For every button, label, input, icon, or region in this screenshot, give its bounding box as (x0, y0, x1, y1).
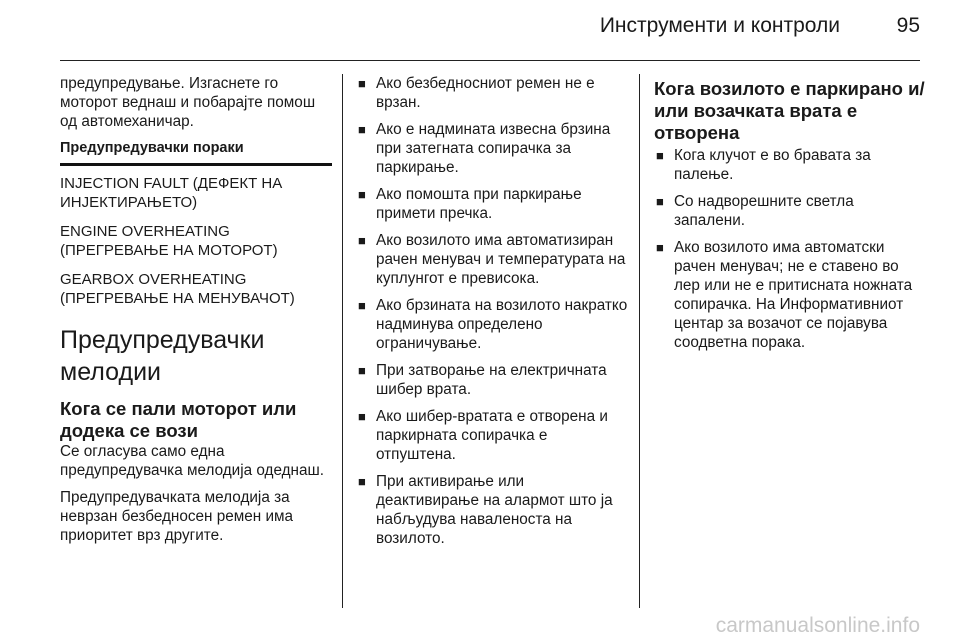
header-rule (60, 60, 920, 61)
bullet-icon: ■ (656, 148, 664, 163)
list-item (356, 472, 628, 548)
bullet-icon: ■ (358, 233, 366, 248)
list-item-text: Ако возилото има автоматски рачен менувач; не е ставено во лер или не е притисната ножната сопирачка. На Информативниот центар за возачот се појавува соодветна порака. (674, 239, 913, 351)
bullet-list (356, 74, 628, 548)
list-item-text: Ако е надмината извесна брзина при затегната сопирачка за паркирање. (376, 121, 611, 176)
bullet-icon: ■ (656, 194, 664, 209)
paragraph: Предупредувачката мелодија за неврзан безбедносен ремен има приоритет врз другите. (60, 489, 294, 544)
list-item-text: Ако возилото има автоматизиран рачен менувач и температурата на куплунгот е превисока. (376, 232, 626, 287)
column-3 (654, 74, 926, 360)
column-divider-2 (639, 74, 640, 608)
watermark: carmanualsonline.info (715, 614, 920, 637)
warning-messages-heading: Предупредувачки пораки (60, 139, 332, 166)
list-item-text: При активирање или деактивирање на алармот што ја набљудува наваленоста на возилото. (376, 473, 613, 547)
warning-message: ENGINE OVERHEATING (ПРЕГРЕВАЊЕ НА МОТОРОТ) (60, 223, 278, 259)
list-item (356, 185, 628, 223)
subsection-title: Кога се пали моторот или додека се вози (60, 398, 297, 441)
list-item (356, 120, 628, 177)
bullet-icon: ■ (358, 409, 366, 424)
bullet-icon: ■ (358, 187, 366, 202)
bullet-icon: ■ (656, 240, 664, 255)
list-item (654, 238, 926, 352)
list-item-text: Кога клучот е во бравата за палење. (674, 147, 871, 183)
bullet-icon: ■ (358, 76, 366, 91)
section-title: Предупредувачки мелодии (60, 326, 265, 386)
list-item (356, 74, 628, 112)
bullet-icon: ■ (358, 122, 366, 137)
list-item-text: Ако шибер-вратата е отворена и паркирната сопирачка е отпуштена. (376, 408, 608, 463)
bullet-icon: ■ (358, 474, 366, 489)
page-number: 95 (896, 14, 920, 37)
list-item (356, 231, 628, 288)
column-divider-1 (342, 74, 343, 608)
header-title: Инструменти и контроли (599, 14, 840, 37)
list-item (356, 407, 628, 464)
list-item-text: При затворање на електричната шибер врата. (376, 362, 607, 398)
bullet-icon: ■ (358, 363, 366, 378)
list-item-text: Ако помошта при паркирање примети пречка. (376, 186, 582, 222)
warning-message: GEARBOX OVERHEATING (ПРЕГРЕВАЊЕ НА МЕНУВАЧОТ) (60, 271, 295, 307)
subsection-title: Кога возилото е паркирано и/или возачката врата е отворена (654, 78, 925, 143)
bullet-list (654, 146, 926, 352)
list-item (654, 192, 926, 230)
intro-paragraph: предупредување. Изгаснете го моторот веднаш и побарајте помош од автомеханичар. (60, 75, 316, 130)
list-item-text: Ако брзината на возилото накратко надминува определено ограничување. (376, 297, 628, 352)
column-2 (356, 74, 628, 556)
warning-message: INJECTION FAULT (ДЕФЕКТ НА ИНЈЕКТИРАЊЕТО) (60, 175, 283, 211)
list-item (356, 361, 628, 399)
list-item (654, 146, 926, 184)
paragraph: Се огласува само една предупредувачка мелодија одеднаш. (60, 443, 325, 479)
bullet-icon: ■ (358, 298, 366, 313)
column-1 (60, 74, 332, 553)
list-item (356, 296, 628, 353)
list-item-text: Со надворешните светла запалени. (674, 193, 854, 229)
list-item-text: Ако безбедносниот ремен не е врзан. (376, 75, 595, 111)
